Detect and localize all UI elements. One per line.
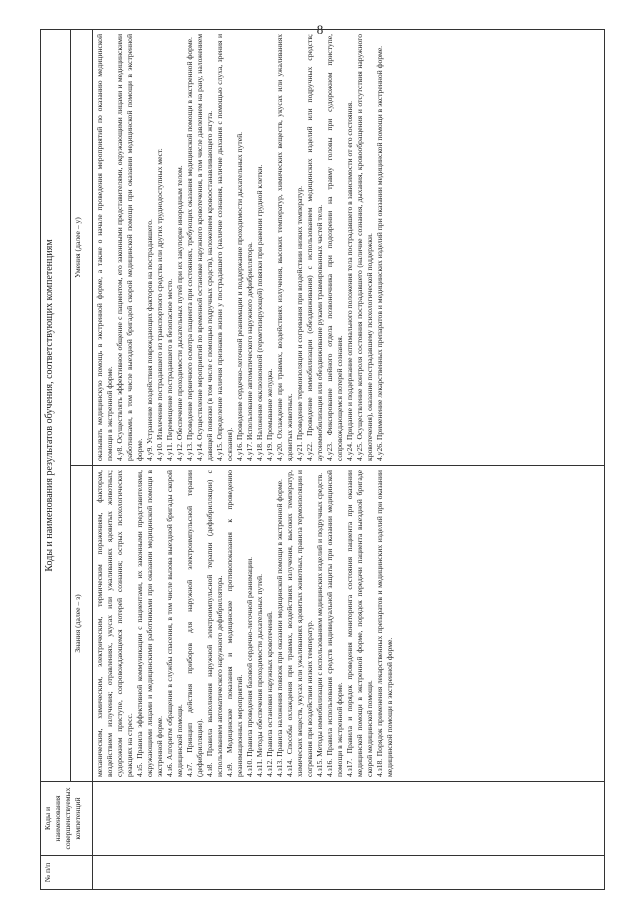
knowledge-item: механическим, химическим, электрическим, термическим поражениям, факторам, воздействием излучения; отравлениях, укусах или ужаливаниях ядовитых животных; судорожном приступе, сопровождающемся потерей сознания; острых психологических реакциях на стресс. [95,470,135,777]
knowledge-item: 4.з6. Алгоритм обращения в службы спасения, в том числе вызова выездной бригады скорой медицинской помощи. [165,470,185,777]
skill-item: 4.у23. Фиксирование шейного отдела позвоночника при подозрении на травму головы при судорожном приступе, сопровождающемся потерей сознания. [325,33,345,461]
skill-item: 4.у10. Извлечение пострадавшего из транспортного средства или других труднодоступных мест. [155,148,165,461]
skill-item: 4.у12. Обеспечение проходимости дыхательных путей при их закупорке инородным телом. [175,165,185,461]
table-row [93,29,605,889]
knowledge-cell [93,466,605,782]
skill-item: 4.у15. Определение наличия признаков жизни у пострадавшего (наличие сознания, наличие дыхания с помощью слуха, зрения и осязания). [215,33,235,461]
page-number: 8 [316,22,324,37]
header-row-sub [71,29,93,889]
skills-cell [93,29,605,465]
knowledge-item: 4.з15. Методы иммобилизации с использованием медицинских изделий и подручных средств. [315,472,325,777]
knowledge-item: 4.з7. Принцип действия приборов для наружной электроимпульсной терапии (дефибрилляции). [185,470,205,777]
knowledge-item: 4.з12. Правила остановки наружных кровотечений. [265,611,275,777]
skill-item: 4.у13. Проведение первичного осмотра пациента при состояниях, требующих оказания медицинской помощи в экстренной форме. [185,37,195,461]
knowledge-item: 4.з16. Правила использования средств индивидуальной защиты при оказании медицинской помощи в экстренной форме. [325,470,345,777]
row-codes-cell [93,782,605,856]
knowledge-item: 4.з10. Правила проведения базовой сердечно-легочной реанимации. [245,556,255,777]
knowledge-item: 4.з18. Порядок применения лекарственных препаратов и медицинских изделий при оказании медицинской помощи в экстренной форме. [375,470,395,777]
header-knowledge: Знания (далее – з) [71,466,93,782]
skill-item: оказывать медицинскую помощь в экстренной форме, а также о начале проведения мероприятий по оказанию медицинской помощи в экстренной форме. [95,33,115,461]
skill-item: 4.у9. Устранение воздействия повреждающих факторов на пострадавшего. [145,219,155,461]
skill-item: 4.у20. Охлаждение при травмах, воздействиях излучения, высоких температур, химических веществ, укусах или ужаливаниях ядовитых животных. [275,33,295,461]
row-num-cell [93,856,605,890]
skill-item: 4.у16. Проведение сердечно-легочной реанимации и поддержание проходимости дыхательных путей. [235,131,245,461]
skill-item: 4.у26. Применение лекарственных препаратов и медицинских изделий при оказании медицинской помощи в экстренной форме. [375,45,385,461]
skill-item: 4.у14. Осуществление мероприятий по временной остановке наружного кровотечения, в том числе давлением на рану, наложением давящей повязки (в том числе с помощью подручных средств), наложением кровоостанавливающего жгута. [195,33,215,461]
header-codes: Коды и наименования совершенствуемых компетенций [41,782,93,856]
knowledge-item: 4.з5. Правила эффективной коммуникации с пациентами, их законными представителями, окружающими лицами и медицинскими работниками при оказании медицинской помощи в экстренной форме. [135,470,165,777]
header-results-group: Коды и наименования результатов обучения, соответствующих компетенциям [41,29,71,781]
knowledge-item: 4.з14. Способы охлаждения при травмах, воздействиях излучения, высоких температур, химических веществ, укусах или ужаливаниях ядовитых животных, правила термоизоляции и согревания при воздействии низких температур. [285,470,315,777]
competencies-table [40,29,605,890]
knowledge-item: 4.з17. Правила и порядок проведения мониторинга состояния пациента при оказании медицинской помощи в экстренной форме, порядок передачи пациента выездной бригаде скорой медицинской помощи. [345,470,375,777]
rotated-table-container [40,30,605,890]
header-skills: Умения (далее – у) [71,29,93,465]
skill-item: 4.у25. Осуществление контроля состояния пострадавшего (наличие сознания, дыхания, кровообращения и отсутствия наружного кровотечения), оказание пострадавшему психологической поддержки. [355,33,375,461]
skill-item: 4.у17. Использование автоматического наружного дефибриллятора. [245,242,255,461]
knowledge-item: 4.з8. Правила выполнения наружной электроимпульсной терапии (дефибрилляции) с использованием автоматического наружного дефибриллятора. [205,470,225,777]
skill-item: 4.у11. Перемещение пострадавшего в безопасное место. [165,278,175,461]
skill-item: 4.у22. Проведение иммобилизации (обездвиживания) с использованием медицинских изделий или подручных средств; аутоиммобилизация или обездвиживание руками травмированных частей тела. [305,33,325,461]
header-row-top [41,29,71,889]
knowledge-item: 4.з11. Методы обеспечения проходимости дыхательных путей. [255,573,265,777]
header-num: № п/п [41,856,93,890]
skill-item: 4.у8. Осуществлять эффективное общение с пациентом, его законными представителями, окружающими лицами и медицинскими работниками, в том числе выездной бригадой скорой медицинской помощи при оказании медицинской помощи в экстренной форме. [115,33,145,461]
skill-item: 4.у18. Наложение окклюзионной (герметизирующей) повязки при ранении грудной клетки. [255,164,265,461]
skill-item: 4.у24. Придание и поддержание оптимального положения тела пострадавшего в зависимости от его состояния. [345,100,355,461]
knowledge-item: 4.з13. Правила наложения повязок при оказании медицинской помощи в экстренной форме. [275,479,285,777]
skill-item: 4.у21. Проведение термоизоляции и согревания при воздействии низких температур. [295,185,305,461]
knowledge-item: 4.з9. Медицинские показания и медицинские противопоказания к проведению реанимационных мероприятий. [225,470,245,777]
skill-item: 4.у19. Промывание желудка. [265,368,275,461]
